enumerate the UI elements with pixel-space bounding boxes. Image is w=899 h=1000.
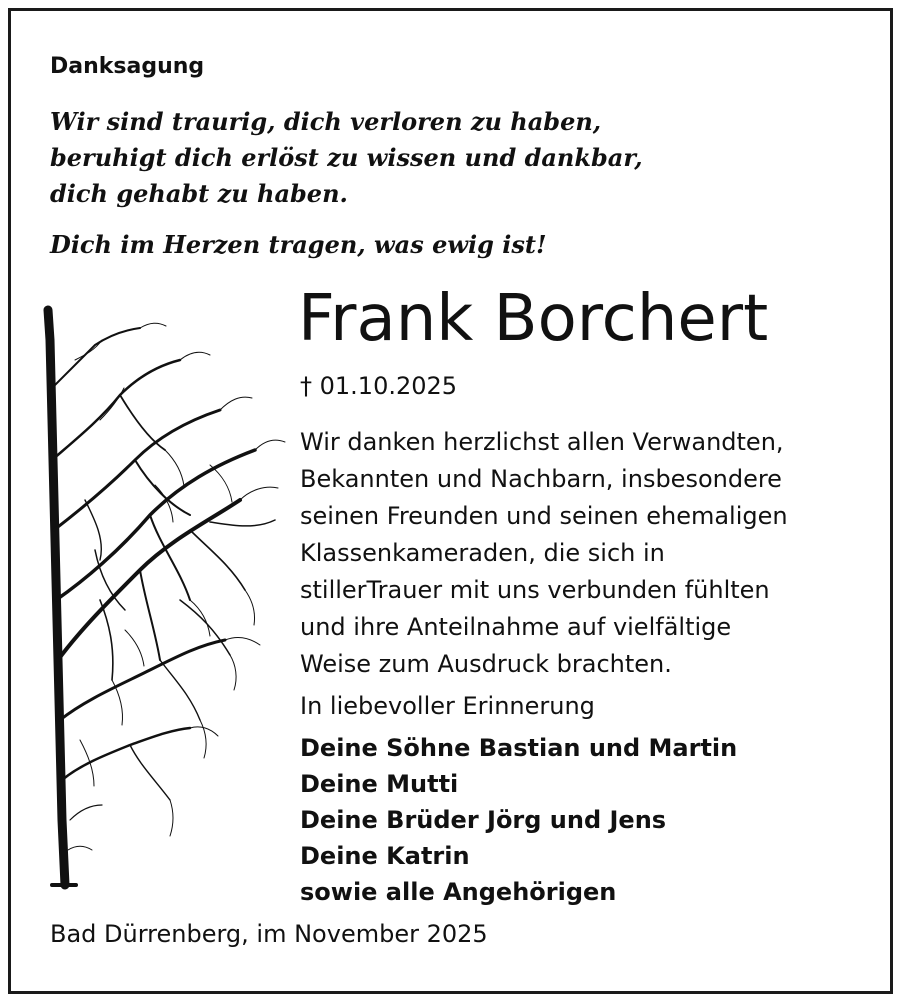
- deceased-name: Frank Borchert: [298, 282, 769, 356]
- bare-tree-illustration: [40, 300, 290, 900]
- signer: sowie alle Angehörigen: [300, 878, 617, 906]
- thanks-text: [300, 424, 860, 683]
- thanks-line: Weise zum Ausdruck brachten.: [300, 650, 672, 678]
- signer: Deine Brüder Jörg und Jens: [300, 806, 667, 834]
- thanks-line: seinen Freunden und seinen ehemaligen: [300, 502, 788, 530]
- poem: [50, 104, 643, 212]
- signer: Deine Mutti: [300, 770, 459, 798]
- closing-phrase: In liebevoller Erinnerung: [300, 692, 595, 720]
- thanks-line: Klassenkameraden, die sich in: [300, 539, 665, 567]
- notice-heading: Danksagung: [50, 54, 205, 79]
- thanks-line: und ihre Anteilnahme auf vielfältige: [300, 613, 732, 641]
- poem-line: Wir sind traurig, dich verloren zu haben,: [50, 107, 602, 136]
- signers-list: [300, 730, 737, 910]
- thanks-line: stillerTrauer mit uns verbunden fühlten: [300, 576, 770, 604]
- place-date: Bad Dürrenberg, im November 2025: [50, 920, 488, 948]
- death-date: † 01.10.2025: [300, 372, 458, 400]
- signer: Deine Katrin: [300, 842, 470, 870]
- quote: Dich im Herzen tragen, was ewig ist!: [50, 230, 547, 259]
- poem-line: beruhigt dich erlöst zu wissen und dankbar,: [50, 143, 643, 172]
- thanks-line: Wir danken herzlichst allen Verwandten,: [300, 428, 784, 456]
- thanks-line: Bekannten und Nachbarn, insbesondere: [300, 465, 782, 493]
- poem-line: dich gehabt zu haben.: [50, 179, 348, 208]
- signer: Deine Söhne Bastian und Martin: [300, 734, 738, 762]
